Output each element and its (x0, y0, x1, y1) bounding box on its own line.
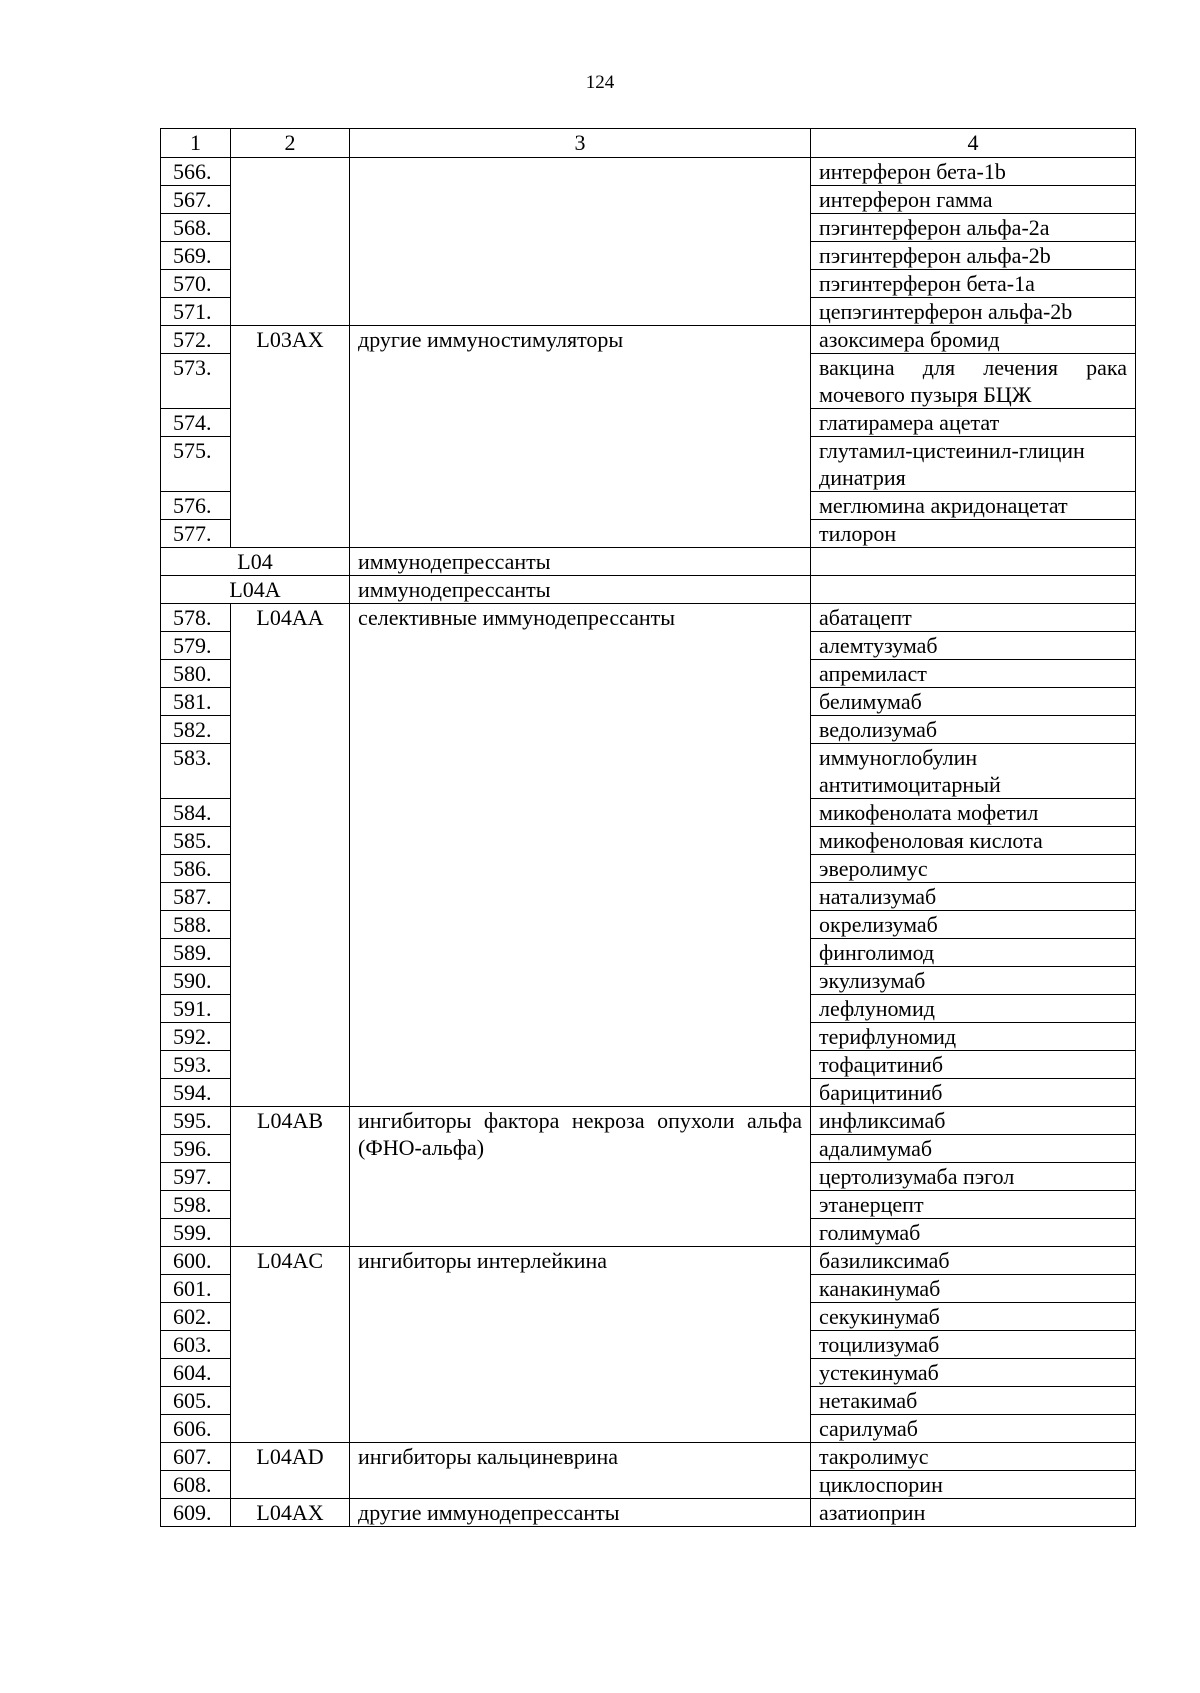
row-number: 597. (161, 1163, 231, 1191)
row-number: 580. (161, 660, 231, 688)
drug-name: алемтузумаб (811, 632, 1136, 660)
header-col-2: 2 (231, 129, 350, 158)
row-number: 566. (161, 158, 231, 186)
row-number: 592. (161, 1023, 231, 1051)
row-number: 600. (161, 1247, 231, 1275)
table-row (161, 326, 1136, 354)
table-row (161, 604, 1136, 632)
row-number: 570. (161, 270, 231, 298)
row-number: 603. (161, 1331, 231, 1359)
header-col-1: 1 (161, 129, 231, 158)
section-empty-cell (811, 576, 1136, 604)
drug-name: иммуноглобулин антитимоцитарный (811, 744, 1136, 799)
drug-name: глатирамера ацетат (811, 409, 1136, 437)
drug-name: такролимус (811, 1443, 1136, 1471)
atc-code: L04AB (231, 1107, 350, 1247)
drug-name: адалимумаб (811, 1135, 1136, 1163)
row-number: 586. (161, 855, 231, 883)
header-col-3: 3 (350, 129, 811, 158)
row-number: 590. (161, 967, 231, 995)
drug-name: абатацепт (811, 604, 1136, 632)
row-number: 606. (161, 1415, 231, 1443)
row-number: 605. (161, 1387, 231, 1415)
row-number: 598. (161, 1191, 231, 1219)
atc-code: L04AC (231, 1247, 350, 1443)
drug-name: пэгинтерферон альфа-2a (811, 214, 1136, 242)
row-number: 587. (161, 883, 231, 911)
drug-name: базиликсимаб (811, 1247, 1136, 1275)
section-name: иммунодепрессанты (350, 548, 811, 576)
row-number: 584. (161, 799, 231, 827)
row-number: 581. (161, 688, 231, 716)
drug-name: апремиласт (811, 660, 1136, 688)
drug-name: барицитиниб (811, 1079, 1136, 1107)
drug-name: инфликсимаб (811, 1107, 1136, 1135)
table-row (161, 1443, 1136, 1471)
row-number: 604. (161, 1359, 231, 1387)
drug-name: цепэгинтерферон альфа-2b (811, 298, 1136, 326)
drug-name: ведолизумаб (811, 716, 1136, 744)
row-number: 583. (161, 744, 231, 799)
drug-name: циклоспорин (811, 1471, 1136, 1499)
row-number: 572. (161, 326, 231, 354)
row-number: 594. (161, 1079, 231, 1107)
row-number: 593. (161, 1051, 231, 1079)
drug-name: меглюмина акридонацетат (811, 492, 1136, 520)
drug-name: пэгинтерферон альфа-2b (811, 242, 1136, 270)
group-name: ингибиторы кальциневрина (350, 1443, 811, 1499)
row-number: 579. (161, 632, 231, 660)
drug-name: голимумаб (811, 1219, 1136, 1247)
drug-name: микофеноловая кислота (811, 827, 1136, 855)
row-number: 588. (161, 911, 231, 939)
row-number: 595. (161, 1107, 231, 1135)
group-name: селективные иммунодепрессанты (350, 604, 811, 1107)
row-number: 607. (161, 1443, 231, 1471)
drug-name: этанерцепт (811, 1191, 1136, 1219)
drug-name: секукинумаб (811, 1303, 1136, 1331)
row-number: 575. (161, 437, 231, 492)
drug-name: канакинумаб (811, 1275, 1136, 1303)
drug-name: натализумаб (811, 883, 1136, 911)
drug-name: пэгинтерферон бета-1a (811, 270, 1136, 298)
drug-name: эверолимус (811, 855, 1136, 883)
atc-code: L04AA (231, 604, 350, 1107)
row-number: 569. (161, 242, 231, 270)
row-number: 567. (161, 186, 231, 214)
drug-name: лефлуномид (811, 995, 1136, 1023)
drug-name: устекинумаб (811, 1359, 1136, 1387)
table-row (161, 1107, 1136, 1135)
row-number: 589. (161, 939, 231, 967)
drug-name: интерферон бета-1b (811, 158, 1136, 186)
row-number: 596. (161, 1135, 231, 1163)
section-name: иммунодепрессанты (350, 576, 811, 604)
table-row (161, 1499, 1136, 1527)
row-number: 599. (161, 1219, 231, 1247)
group-name: ингибиторы интерлейкина (350, 1247, 811, 1443)
drug-name: вакцина для лечения рака мочевого пузыря БЦЖ (811, 354, 1136, 409)
medication-table (160, 128, 1136, 1527)
row-number: 576. (161, 492, 231, 520)
drug-name: окрелизумаб (811, 911, 1136, 939)
group-name: другие иммунодепрессанты (350, 1499, 811, 1527)
drug-name: тилорон (811, 520, 1136, 548)
group-name (350, 158, 811, 326)
drug-name: микофенолата мофетил (811, 799, 1136, 827)
row-number: 591. (161, 995, 231, 1023)
drug-name: глутамил-цистеинил-глицин динатрия (811, 437, 1136, 492)
drug-name: терифлуномид (811, 1023, 1136, 1051)
row-number: 601. (161, 1275, 231, 1303)
row-number: 602. (161, 1303, 231, 1331)
atc-code: L03AX (231, 326, 350, 548)
row-number: 608. (161, 1471, 231, 1499)
drug-name: белимумаб (811, 688, 1136, 716)
drug-name: сарилумаб (811, 1415, 1136, 1443)
row-number: 585. (161, 827, 231, 855)
drug-name: нетакимаб (811, 1387, 1136, 1415)
row-number: 577. (161, 520, 231, 548)
row-number: 568. (161, 214, 231, 242)
drug-name: цертолизумаба пэгол (811, 1163, 1136, 1191)
row-number: 609. (161, 1499, 231, 1527)
drug-name: финголимод (811, 939, 1136, 967)
section-code: L04A (161, 576, 350, 604)
drug-name: тофацитиниб (811, 1051, 1136, 1079)
table-row (161, 158, 1136, 186)
drug-name: азатиоприн (811, 1499, 1136, 1527)
page-number: 124 (585, 72, 615, 93)
header-row (161, 129, 1136, 158)
row-number: 578. (161, 604, 231, 632)
drug-name: тоцилизумаб (811, 1331, 1136, 1359)
table-body (161, 129, 1136, 1527)
row-number: 574. (161, 409, 231, 437)
section-row (161, 576, 1136, 604)
drug-name: азоксимера бромид (811, 326, 1136, 354)
header-col-4: 4 (811, 129, 1136, 158)
group-name: ингибиторы фактора некроза опухоли альфа (ФНО-альфа) (350, 1107, 811, 1247)
atc-code: L04AX (231, 1499, 350, 1527)
atc-code (231, 158, 350, 326)
row-number: 573. (161, 354, 231, 409)
section-row (161, 548, 1136, 576)
drug-name: экулизумаб (811, 967, 1136, 995)
row-number: 582. (161, 716, 231, 744)
section-code: L04 (161, 548, 350, 576)
table-row (161, 1247, 1136, 1275)
section-empty-cell (811, 548, 1136, 576)
group-name: другие иммуностимуляторы (350, 326, 811, 548)
drug-name: интерферон гамма (811, 186, 1136, 214)
row-number: 571. (161, 298, 231, 326)
atc-code: L04AD (231, 1443, 350, 1499)
